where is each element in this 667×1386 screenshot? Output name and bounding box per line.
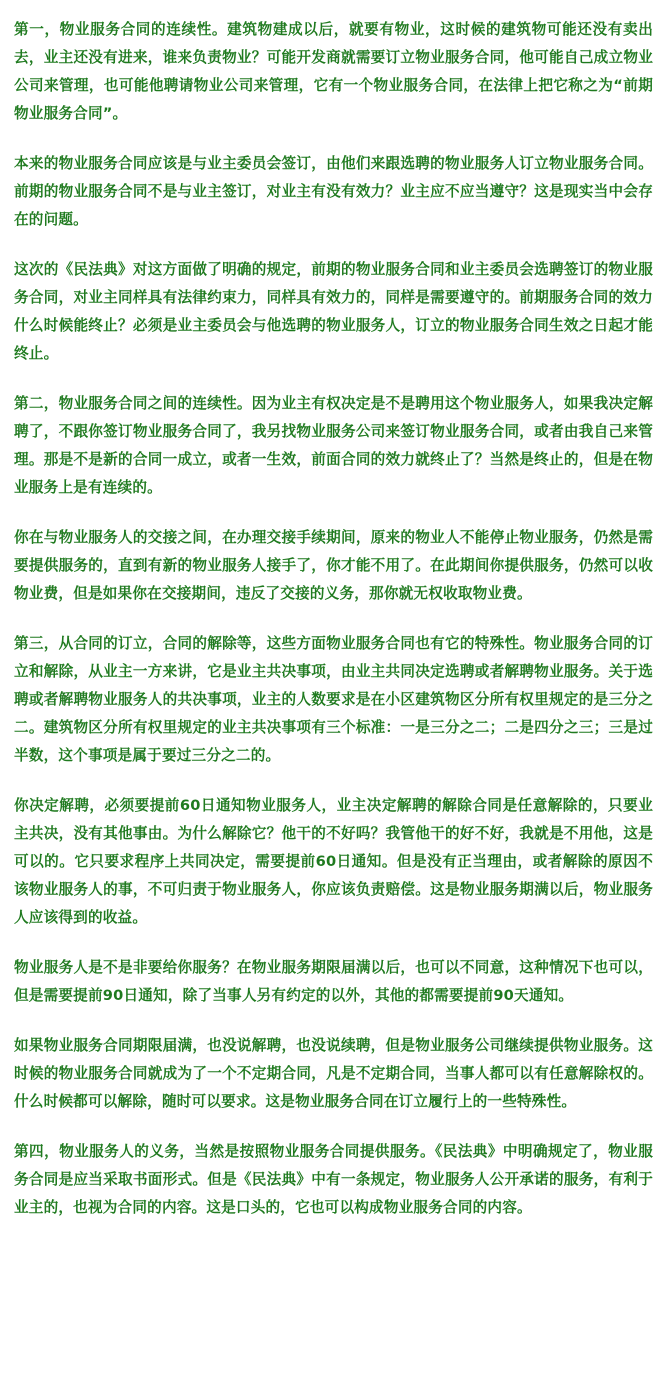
- paragraph: 本来的物业服务合同应该是与业主委员会签订，由他们来跟选聘的物业服务人订立物业服务合同。前期的物业服务合同不是与业主签订，对业主有没有效力？业主应不应当遵守？这是现实当中会存在的问题。: [14, 155, 653, 228]
- paragraph: 第四，物业服务人的义务，当然是按照物业服务合同提供服务。《民法典》中明确规定了，物业服务合同是应当采取书面形式。但是《民法典》中有一条规定，物业服务人公开承诺的服务，有利于业主的，也视为合同的内容。这是口头的，它也可以构成物业服务合同的内容。: [14, 1143, 653, 1216]
- paragraph: 第二，物业服务合同之间的连续性。因为业主有权决定是不是聘用这个物业服务人，如果我决定解聘了，不跟你签订物业服务合同了，我另找物业服务公司来签订物业服务合同，或者由我自己来管理。那是不是新的合同一成立，或者一生效，前面合同的效力就终止了？当然是终止的，但是在物业服务上是有连续的。: [14, 395, 653, 496]
- paragraph: 这次的《民法典》对这方面做了明确的规定，前期的物业服务合同和业主委员会选聘签订的物业服务合同，对业主同样具有法律约束力，同样具有效力的，同样是需要遵守的。前期服务合同的效力什么时候能终止？必须是业主委员会与他选聘的物业服务人，订立的物业服务合同生效之日起才能终止。: [14, 261, 653, 362]
- paragraph: 第一，物业服务合同的连续性。建筑物建成以后，就要有物业，这时候的建筑物可能还没有卖出去，业主还没有进来，谁来负责物业？可能开发商就需要订立物业服务合同，他可能自己成立物业公司来管理，也可能他聘请物业公司来管理，它有一个物业服务合同，在法律上把它称之为“前期物业服务合同”。: [14, 21, 653, 122]
- paragraph: 你决定解聘，必须要提前60日通知物业服务人，业主决定解聘的解除合同是任意解除的，只要业主共决，没有其他事由。为什么解除它？他干的不好吗？我管他干的好不好，我就是不用他，这是可以的。它只要求程序上共同决定，需要提前60日通知。但是没有正当理由，或者解除的原因不该物业服务人的事，不可归责于物业服务人，你应该负责赔偿。这是物业服务期满以后，物业服务人应该得到的收益。: [14, 797, 653, 926]
- paragraph: 如果物业服务合同期限届满，也没说解聘，也没说续聘，但是物业服务公司继续提供物业服务。这时候的物业服务合同就成为了一个不定期合同，凡是不定期合同，当事人都可以有任意解除权的。什么时候都可以解除，随时可以要求。这是物业服务合同在订立履行上的一些特殊性。: [14, 1037, 653, 1110]
- paragraph: 物业服务人是不是非要给你服务？在物业服务期限届满以后，也可以不同意，这种情况下也可以，但是需要提前90日通知，除了当事人另有约定的以外，其他的都需要提前90天通知。: [14, 959, 653, 1004]
- paragraph: 你在与物业服务人的交接之间，在办理交接手续期间，原来的物业人不能停止物业服务，仍然是需要提供服务的，直到有新的物业服务人接手了，你才能不用了。在此期间你提供服务，仍然可以收物业费，但是如果你在交接期间，违反了交接的义务，那你就无权收取物业费。: [14, 529, 653, 602]
- paragraph: 第三，从合同的订立，合同的解除等，这些方面物业服务合同也有它的特殊性。物业服务合同的订立和解除，从业主一方来讲，它是业主共决事项，由业主共同决定选聘或者解聘物业服务。关于选聘或者解聘物业服务人的共决事项，业主的人数要求是在小区建筑物区分所有权里规定的是三分之二。建筑物区分所有权里规定的业主共决事项有三个标准：一是三分之二；二是四分之三；三是过半数，这个事项是属于要过三分之二的。: [14, 635, 653, 764]
